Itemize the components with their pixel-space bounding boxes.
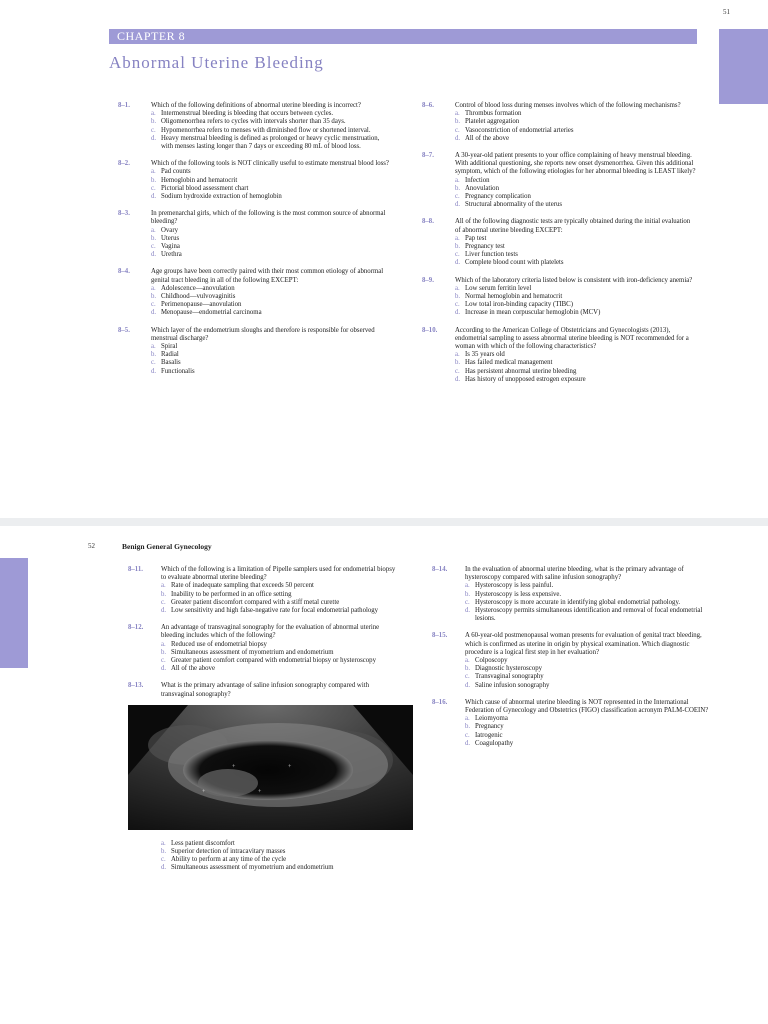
option-text: Ability to perform at any time of the cycle xyxy=(171,856,287,864)
option-text: Hysteroscopy is less painful. xyxy=(475,582,554,590)
option-letter: d. xyxy=(161,607,167,615)
option-text: Rate of inadequate sampling that exceeds 50 percent xyxy=(171,582,314,590)
answer-option xyxy=(161,599,398,607)
answer-option xyxy=(455,368,696,376)
answer-option xyxy=(151,301,390,309)
option-text: Anovulation xyxy=(465,184,499,192)
option-text: Heavy menstrual bleeding is defined as prolonged or heavy cyclic menstruation, with menses lasting longer than 7 days or exceeding 80 mL of blood loss. xyxy=(161,134,380,151)
answer-option xyxy=(465,607,710,623)
option-text: Basalis xyxy=(161,359,181,367)
right-column xyxy=(422,102,696,393)
question-stem: An advantage of transvaginal sonography for the evaluation of abnormal uterine bleeding includes which of the following? xyxy=(161,624,380,640)
svg-text:+: + xyxy=(258,788,262,795)
answer-option xyxy=(465,673,710,681)
page-number: 51 xyxy=(723,8,730,16)
option-text: Infection xyxy=(465,176,490,184)
answer-option xyxy=(161,607,398,615)
option-letter: c. xyxy=(151,243,156,251)
option-letter: a. xyxy=(161,640,166,648)
answer-option xyxy=(161,582,398,590)
option-letter: b. xyxy=(455,293,461,301)
option-letter: b. xyxy=(161,590,167,598)
option-text: Adolescence—anovulation xyxy=(161,284,235,292)
chapter-thumb-tab xyxy=(0,558,28,668)
option-letter: a. xyxy=(465,582,470,590)
question-8-13 xyxy=(128,682,398,872)
option-letter: a. xyxy=(465,657,470,665)
option-letter: b. xyxy=(465,665,471,673)
answer-option xyxy=(151,285,390,293)
option-text: Colposcopy xyxy=(475,657,508,665)
option-text: Functionalis xyxy=(161,367,195,375)
option-text: Superior detection of intracavitary masses xyxy=(171,848,286,856)
option-text: Increase in mean corpuscular hemoglobin (MCV) xyxy=(465,309,601,317)
option-letter: b. xyxy=(455,184,461,192)
answer-option xyxy=(161,657,398,665)
answer-option xyxy=(455,235,696,243)
question-stem: Which of the following tools is NOT clinically useful to estimate menstrual blood loss? xyxy=(151,160,389,168)
option-letter: b. xyxy=(151,351,157,359)
option-text: Platelet aggregation xyxy=(465,118,520,126)
option-text: Normal hemoglobin and hematocrit xyxy=(465,293,563,301)
question-8-12 xyxy=(128,624,398,673)
option-text: Pregnancy complication xyxy=(465,193,531,201)
answer-option xyxy=(465,591,710,599)
question-number: 8–13. xyxy=(128,682,144,690)
chapter-title: Abnormal Uterine Bleeding xyxy=(109,53,324,72)
option-letter: a. xyxy=(455,110,460,118)
option-letter: d. xyxy=(151,193,157,201)
answer-option xyxy=(455,359,696,367)
option-text: Radial xyxy=(161,351,179,359)
question-8-16 xyxy=(432,699,710,748)
option-letter: c. xyxy=(455,251,460,259)
option-letter: a. xyxy=(455,284,460,292)
answer-option xyxy=(151,127,390,135)
question-number: 8–7. xyxy=(422,152,434,160)
page-52 xyxy=(0,526,768,1024)
option-text: Diagnostic hysteroscopy xyxy=(475,665,543,673)
option-text: Menopause—endometrial carcinoma xyxy=(161,309,262,317)
answer-option xyxy=(161,848,398,856)
question-stem: In premenarchal girls, which of the following is the most common source of abnormal bleeding? xyxy=(151,210,386,226)
option-letter: b. xyxy=(161,648,167,656)
option-text: Is 35 years old xyxy=(465,351,505,359)
option-text: Liver function tests xyxy=(465,251,518,259)
answer-option xyxy=(151,185,390,193)
option-letter: c. xyxy=(455,193,460,201)
question-number: 8–5. xyxy=(118,326,130,334)
option-text: Less patient discomfort xyxy=(171,839,235,847)
answer-option xyxy=(455,293,696,301)
question-number: 8–6. xyxy=(422,102,434,109)
option-letter: b. xyxy=(455,118,461,126)
left-column xyxy=(128,566,398,882)
answer-option xyxy=(455,127,696,135)
option-text: Inability to be performed in an office setting xyxy=(171,590,292,598)
answer-option xyxy=(161,856,398,864)
option-letter: a. xyxy=(455,176,460,184)
option-text: Pad counts xyxy=(161,168,191,176)
answer-option xyxy=(161,591,398,599)
question-number: 8–2. xyxy=(118,160,130,168)
option-text: Coagulopathy xyxy=(475,739,514,747)
question-8-5 xyxy=(118,327,390,376)
answer-option xyxy=(161,840,398,848)
answer-option xyxy=(465,582,710,590)
option-text: Hysteroscopy is more accurate in identifying global endometrial pathology. xyxy=(475,598,681,606)
option-text: Has persistent abnormal uterine bleeding xyxy=(465,367,577,375)
option-text: Ovary xyxy=(161,226,178,234)
question-stem: What is the primary advantage of saline infusion sonography compared with transvaginal sonography? xyxy=(161,682,370,698)
option-letter: c. xyxy=(465,731,470,739)
question-8-8 xyxy=(422,218,696,267)
option-text: Hysteroscopy is less expensive. xyxy=(475,590,562,598)
svg-text:+: + xyxy=(288,763,292,770)
question-8-15 xyxy=(432,632,710,689)
option-text: Iatrogenic xyxy=(475,731,503,739)
answer-option xyxy=(455,201,696,209)
ultrasound-image xyxy=(128,705,413,830)
option-letter: d. xyxy=(151,309,157,317)
answer-option xyxy=(151,168,390,176)
option-letter: b. xyxy=(455,359,461,367)
option-letter: d. xyxy=(455,134,461,142)
question-8-4 xyxy=(118,268,390,317)
answer-option xyxy=(151,351,390,359)
question-8-3 xyxy=(118,210,390,259)
answer-option xyxy=(455,243,696,251)
option-letter: c. xyxy=(151,301,156,309)
answer-option xyxy=(465,657,710,665)
option-letter: c. xyxy=(455,126,460,134)
option-text: Urethra xyxy=(161,251,182,259)
question-stem: Age groups have been correctly paired with their most common etiology of abnormal genital tract bleeding in all of the following EXCEPT: xyxy=(151,268,384,284)
question-stem: A 30-year-old patient presents to your office complaining of heavy menstrual bleeding. With additional questioning, she reports new onset dysmenorrhea. Given this additional symptom, which of the following etiologies for her abnormal bleeding is LEAST likely? xyxy=(455,152,696,176)
answer-option xyxy=(455,301,696,309)
answer-option xyxy=(455,193,696,201)
answer-option xyxy=(151,293,390,301)
question-8-2 xyxy=(118,160,390,201)
option-text: Saline infusion sonography xyxy=(475,681,550,689)
question-number: 8–11. xyxy=(128,566,143,573)
option-text: Hysteroscopy permits simultaneous identification and removal of focal endometrial lesions. xyxy=(475,607,703,623)
answer-option xyxy=(455,110,696,118)
answer-option xyxy=(161,665,398,673)
question-stem: Which cause of abnormal uterine bleeding is NOT represented in the International Federation of Gynecology and Obstetrics (FIGO) classification acronym PALM-COEIN? xyxy=(465,698,709,715)
option-letter: b. xyxy=(455,243,461,251)
answer-option xyxy=(161,864,398,872)
question-number: 8–9. xyxy=(422,276,434,284)
question-stem: Which of the following definitions of abnormal uterine bleeding is incorrect? xyxy=(151,102,361,109)
question-number: 8–14. xyxy=(432,566,448,573)
option-text: Low total iron-binding capacity (TIBC) xyxy=(465,301,573,309)
option-letter: d. xyxy=(161,864,167,872)
option-text: Vasoconstriction of endometrial arteries xyxy=(465,126,574,134)
option-letter: c. xyxy=(161,856,166,864)
answer-option xyxy=(455,135,696,143)
option-text: Reduced use of endometrial biopsy xyxy=(171,640,267,648)
option-letter: b. xyxy=(161,848,167,856)
page-number: 52 xyxy=(88,542,95,550)
option-letter: d. xyxy=(161,665,167,673)
option-text: Thrombus formation xyxy=(465,110,522,118)
question-stem: Which of the following is a limitation of Pipelle samplers used for endometrial biopsy to evaluate abnormal uterine bleeding? xyxy=(161,566,396,582)
option-letter: b. xyxy=(151,234,157,242)
chapter-thumb-tab xyxy=(719,29,768,104)
question-number: 8–8. xyxy=(422,218,434,226)
svg-text:+: + xyxy=(202,788,206,795)
answer-option xyxy=(151,243,390,251)
answer-option xyxy=(151,343,390,351)
question-stem: According to the American College of Obstetricians and Gynecologists (2013), endometrial sampling to assess abnormal uterine bleeding is NOT recommended for a woman with which of the following characteristics? xyxy=(455,326,689,351)
option-letter: b. xyxy=(465,723,471,731)
answer-option xyxy=(455,285,696,293)
option-letter: c. xyxy=(161,657,166,665)
option-letter: a. xyxy=(151,226,156,234)
answer-option xyxy=(151,309,390,317)
option-text: Has history of unopposed estrogen exposure xyxy=(465,375,586,383)
answer-option xyxy=(151,177,390,185)
option-letter: d. xyxy=(455,201,461,209)
answer-option xyxy=(151,359,390,367)
answer-option xyxy=(455,259,696,267)
question-8-10 xyxy=(422,327,696,384)
answer-option xyxy=(151,251,390,259)
answer-option xyxy=(455,118,696,126)
left-column xyxy=(118,102,390,385)
option-letter: a. xyxy=(455,234,460,242)
answer-option xyxy=(151,227,390,235)
question-number: 8–16. xyxy=(432,698,448,706)
question-8-9 xyxy=(422,277,696,318)
option-text: Greater patient comfort compared with endometrial biopsy or hysteroscopy xyxy=(171,657,376,665)
option-letter: d. xyxy=(151,251,157,259)
option-letter: d. xyxy=(151,367,157,375)
option-letter: a. xyxy=(465,715,470,723)
option-text: Childhood—vulvovaginitis xyxy=(161,293,236,301)
option-text: Pregnancy xyxy=(475,723,504,731)
answer-option xyxy=(151,135,390,151)
option-letter: a. xyxy=(161,839,166,847)
answer-option xyxy=(455,351,696,359)
chapter-label: CHAPTER 8 xyxy=(109,29,697,44)
option-text: Uterus xyxy=(161,234,180,242)
option-letter: b. xyxy=(151,293,157,301)
option-letter: d. xyxy=(455,309,461,317)
option-text: Leiomyoma xyxy=(475,715,508,723)
answer-option xyxy=(465,715,710,723)
answer-option xyxy=(455,309,696,317)
option-text: Intermenstrual bleeding is bleeding that occurs between cycles. xyxy=(161,110,334,118)
option-text: Pregnancy test xyxy=(465,243,505,251)
answer-option xyxy=(465,665,710,673)
answer-option xyxy=(465,740,710,748)
option-text: Simultaneous assessment of myometrium and endometrium xyxy=(171,648,334,656)
option-text: Low sensitivity and high false-negative rate for focal endometrial pathology xyxy=(171,607,379,615)
option-text: Pap test xyxy=(465,234,487,242)
option-letter: c. xyxy=(151,126,156,134)
option-letter: a. xyxy=(161,582,166,590)
answer-option xyxy=(151,118,390,126)
option-letter: d. xyxy=(455,259,461,267)
option-text: Hypomenorrhea refers to menses with diminished flow or shortened interval. xyxy=(161,126,371,134)
option-text: Hemoglobin and hematocrit xyxy=(161,176,238,184)
answer-option xyxy=(161,641,398,649)
option-text: Sodium hydroxide extraction of hemoglobin xyxy=(161,193,282,201)
answer-option xyxy=(151,193,390,201)
question-8-14 xyxy=(432,566,710,623)
option-text: Complete blood count with platelets xyxy=(465,259,564,267)
question-stem: Which layer of the endometrium sloughs and therefore is responsible for observed menstrual discharge? xyxy=(151,326,375,342)
question-number: 8–3. xyxy=(118,210,130,218)
option-text: Spiral xyxy=(161,343,178,351)
answer-option xyxy=(151,368,390,376)
option-letter: c. xyxy=(151,359,156,367)
option-letter: b. xyxy=(151,118,157,126)
running-head: Benign General Gynecology xyxy=(122,542,212,551)
option-letter: c. xyxy=(455,301,460,309)
answer-option xyxy=(455,251,696,259)
question-number: 8–10. xyxy=(422,326,438,334)
option-letter: d. xyxy=(465,681,471,689)
question-8-11 xyxy=(128,566,398,615)
option-text: Greater patient discomfort compared with a stiff metal curette xyxy=(171,598,340,606)
question-number: 8–4. xyxy=(118,268,130,276)
answer-option xyxy=(455,185,696,193)
option-letter: c. xyxy=(161,598,166,606)
option-text: Vagina xyxy=(161,243,180,251)
option-letter: b. xyxy=(151,176,157,184)
question-8-1 xyxy=(118,102,390,151)
option-letter: c. xyxy=(151,184,156,192)
option-text: Has failed medical management xyxy=(465,359,553,367)
question-number: 8–1. xyxy=(118,102,130,109)
answer-option xyxy=(465,723,710,731)
option-letter: c. xyxy=(465,673,470,681)
answer-option xyxy=(161,649,398,657)
option-letter: d. xyxy=(151,134,157,142)
option-letter: a. xyxy=(151,110,156,118)
question-stem: Which of the laboratory criteria listed below is consistent with iron-deficiency anemia? xyxy=(455,276,693,284)
answer-option xyxy=(151,235,390,243)
option-text: All of the above xyxy=(465,134,509,142)
option-text: Simultaneous assessment of myometrium and endometrium xyxy=(171,864,334,872)
option-letter: d. xyxy=(455,375,461,383)
question-8-7 xyxy=(422,152,696,209)
answer-option xyxy=(455,376,696,384)
option-letter: c. xyxy=(455,367,460,375)
answer-option xyxy=(465,599,710,607)
option-letter: a. xyxy=(455,351,460,359)
option-letter: a. xyxy=(151,168,156,176)
right-column xyxy=(432,566,710,757)
answer-option xyxy=(151,110,390,118)
answer-option xyxy=(455,177,696,185)
option-letter: b. xyxy=(465,590,471,598)
option-text: Structural abnormality of the uterus xyxy=(465,201,563,209)
question-stem: All of the following diagnostic tests are typically obtained during the initial evaluation of abnormal uterine bleeding EXCEPT: xyxy=(455,218,691,234)
question-8-6 xyxy=(422,102,696,143)
question-number: 8–12. xyxy=(128,624,144,632)
option-text: Pictorial blood assessment chart xyxy=(161,184,249,192)
option-letter: d. xyxy=(465,607,471,615)
option-letter: a. xyxy=(151,284,156,292)
option-text: Low serum ferritin level xyxy=(465,284,532,292)
option-letter: a. xyxy=(151,343,156,351)
option-text: Oligomenorrhea refers to cycles with intervals shorter than 35 days. xyxy=(161,118,346,126)
question-stem: Control of blood loss during menses involves which of the following mechanisms? xyxy=(455,102,681,109)
svg-text:+: + xyxy=(232,763,236,770)
question-number: 8–15. xyxy=(432,632,448,640)
answer-option xyxy=(465,732,710,740)
option-letter: c. xyxy=(465,598,470,606)
option-text: All of the above xyxy=(171,665,215,673)
option-text: Perimenopause—anovulation xyxy=(161,301,242,309)
question-stem: A 60-year-old postmenopausal woman presents for evaluation of genital tract bleeding, which is confirmed as uterine in origin by physical examination. Which diagnostic procedure is a logical first step in her evaluation? xyxy=(465,632,702,656)
answer-option xyxy=(465,682,710,690)
option-text: Transvaginal sonography xyxy=(475,673,544,681)
question-stem: In the evaluation of abnormal uterine bleeding, what is the primary advantage of hysteroscopy compared with saline infusion sonography? xyxy=(465,566,684,582)
option-letter: d. xyxy=(465,739,471,747)
